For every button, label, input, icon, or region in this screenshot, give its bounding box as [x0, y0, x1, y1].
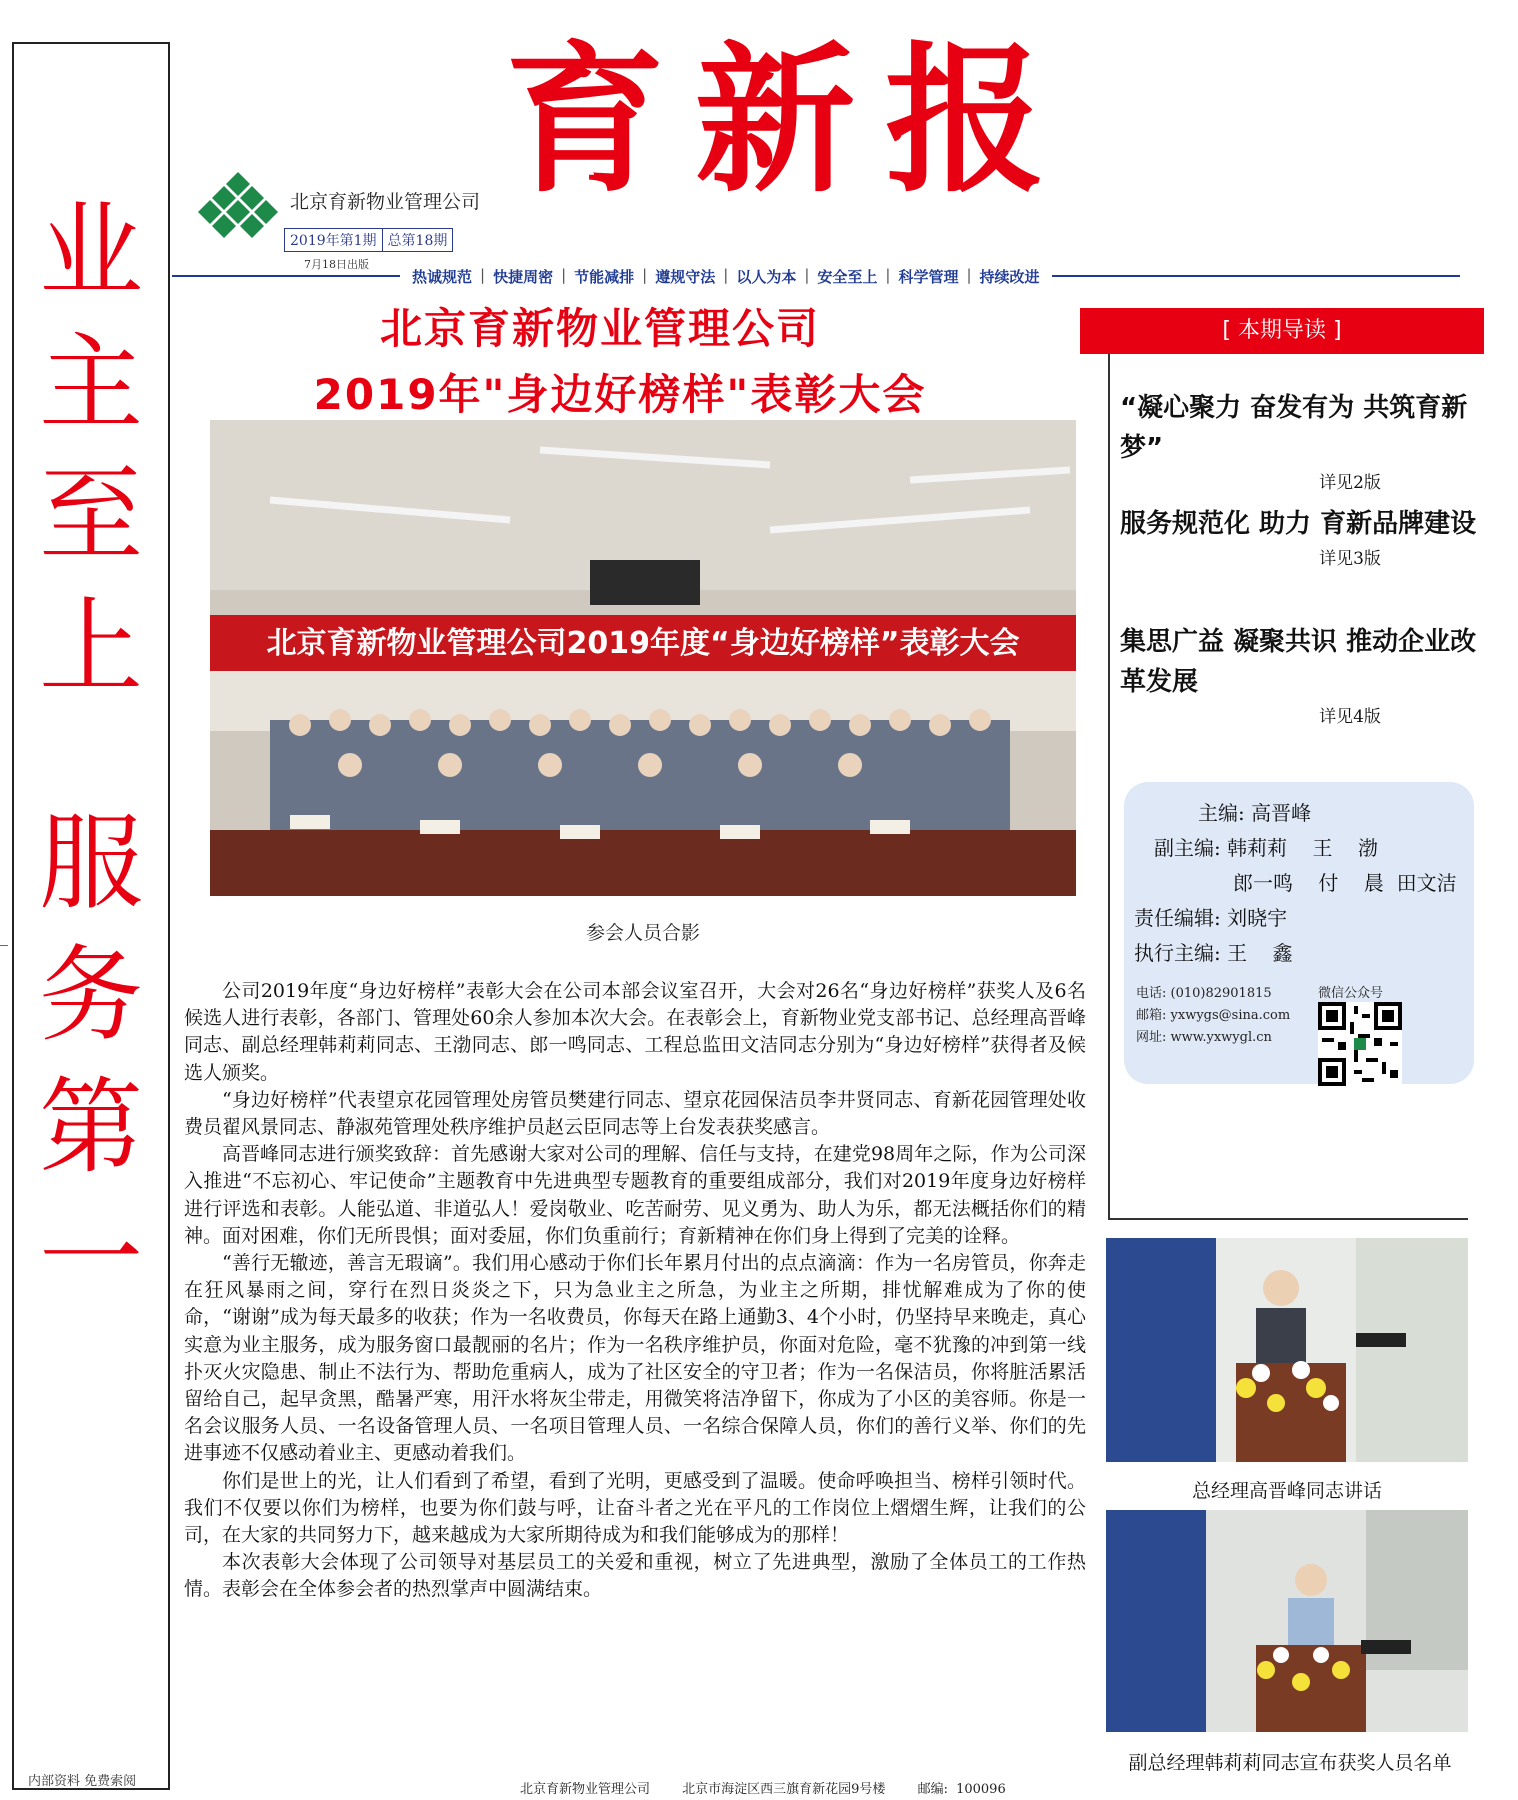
- slogan-char: 一: [38, 1198, 143, 1320]
- footer-address: 北京市海淀区西三旗育新花园9号楼: [682, 1782, 886, 1797]
- total-issue-number: 总第18期: [382, 229, 453, 251]
- group-photo-caption: 参会人员合影: [585, 922, 700, 944]
- editor-executive: 执行主编: 王 鑫: [1134, 941, 1293, 965]
- contact-phone: 电话: (010)82901815: [1136, 986, 1272, 1001]
- motto-item: 快捷周密: [493, 268, 554, 286]
- preview-header: [ 本期导读 ]: [1080, 308, 1484, 354]
- preview-item[interactable]: [1120, 622, 1480, 727]
- article-paragraph: 本次表彰大会体现了公司领导对基层员工的关爱和重视，树立了先进典型，激励了全体员工的工作热情。表彰会在全体参会者的热烈掌声中圆满结束。: [184, 1551, 1086, 1601]
- article-paragraph: “身边好榜样”代表望京花园管理处房管员樊建行同志、望京花园保洁员李井贤同志、育新花园管理处收费员翟风景同志、静淑苑管理处秩序维护员赵云臣同志等上台发表获奖感言。: [184, 1088, 1086, 1139]
- preview-item-page: 详见4版: [1319, 707, 1381, 727]
- slogan-char: 至: [38, 454, 143, 576]
- side-photo-speech-image: [1106, 1238, 1468, 1462]
- preview-border-bottom: [1108, 1218, 1468, 1220]
- slogan-char: 第: [38, 1066, 143, 1188]
- motto-item: 热诚规范: [412, 268, 473, 286]
- article-paragraph: 公司2019年度“身边好榜样”表彰大会在公司本部会议室召开，大会对26名“身边好榜样”获奖人及6名候选人进行表彰，各部门、管理处60余人参加本次大会。在表彰会上，育新物业党支部书记、总经理高晋峰同志、副总经理韩莉莉同志、王渤同志、郎一鸣同志、工程总监田文洁同志分别为“身边好榜样”获得者及候选人颁奖。: [184, 980, 1086, 1084]
- preview-item-page: 详见3版: [1319, 549, 1381, 569]
- article-paragraph: 你们是世上的光，让人们看到了希望，看到了光明，更感受到了温暖。使命呼唤担当、榜样引领时代。我们不仅要以你们为榜样，也要为你们鼓与呼，让奋斗者之光在平凡的工作岗位上熠熠生辉，让我们的公司，在大家的共同努力下，越来越成为大家所期待成为和我们能够成为的那样！: [184, 1469, 1086, 1547]
- qr-code-icon[interactable]: [1318, 1002, 1402, 1086]
- headline-line-2: 2019年"身边好榜样"表彰大会: [313, 370, 927, 419]
- preview-item-page: 详见2版: [1319, 473, 1381, 493]
- slogan-char: 主: [38, 322, 143, 444]
- preview-item[interactable]: [1120, 388, 1480, 493]
- editor-deputy-2: 郎一鸣 付 晨 田文洁: [1233, 871, 1457, 895]
- side-photo-caption: 总经理高晋峰同志讲话: [1191, 1480, 1382, 1502]
- preview-item-title: “凝心聚力 奋发有为 共筑育新梦”: [1120, 393, 1468, 463]
- article-paragraph: 高晋峰同志进行颁奖致辞：首先感谢大家对公司的理解、信任与支持，在建党98周年之际，作为公司深入推进“不忘初心、牢记使命”主题教育中先进典型专题教育的重要组成部分，我们对2019年度身边好榜样进行评选和表彰。人能弘道、非道弘人！爱岗敬业、吃苦耐劳、见义勇为、助人为乐，都无法概括你们的精神。面对困难，你们无所畏惧；面对委屈，你们负重前行；育新精神在你们身上得到了完美的诠释。: [184, 1143, 1086, 1247]
- issue-number: 2019年第1期: [290, 233, 377, 249]
- preview-item[interactable]: [1120, 504, 1480, 569]
- article-paragraph: “善行无辙迹，善言无瑕谪”。我们用心感动于你们长年累月付出的点点滴滴：作为一名房管员，你奔走在狂风暴雨之间，穿行在烈日炎炎之下，只为急业主之所急，为业主之所期，排忧解难成为了你的使命，“谢谢”成为每天最多的收获；作为一名收费员，你每天在路上通勤3、4个小时，仍坚持早来晚走，真心实意为业主服务，成为服务窗口最靓丽的名片；作为一名秩序维护员，你面对危险，毫不犹豫的冲到第一线扑灭火灾隐患、制止不法行为、帮助危重病人，成为了社区安全的守卫者；作为一名保洁员，你将脏活累活留给自己，起早贪黑，酷暑严寒，用汗水将灰尘带走，用微笑将洁净留下，你成为了小区的美容师。你是一名会议服务人员、一名设备管理人员、一名项目管理人员、一名综合保障人员，你们的善行义举、你们的先进事迹不仅感动着业主、更感动着我们。: [184, 1252, 1086, 1465]
- footer-company: 北京育新物业管理公司: [520, 1782, 651, 1797]
- slogan-char: 务: [38, 934, 143, 1056]
- group-photo: [210, 420, 1076, 896]
- slogan-char: 上: [38, 586, 143, 708]
- motto-item: 节能减排: [574, 268, 635, 286]
- side-photo-announcement: [1106, 1510, 1468, 1732]
- slogan-char: 业: [38, 190, 143, 312]
- side-photo-caption: 副总经理韩莉莉同志宣布获奖人员名单: [1128, 1752, 1452, 1774]
- company-logo-icon: [198, 170, 278, 242]
- editor-chief: 主编: 高晋峰: [1198, 801, 1312, 825]
- motto-item: 以人为本: [736, 268, 797, 286]
- motto-item: 安全至上: [817, 268, 878, 286]
- motto-bar: 热诚规范 | 快捷周密 | 节能减排 | 遵规守法 | 以人为本 | 安全至上 | 科学管理 | 持续改进: [400, 266, 1052, 287]
- motto-item: 遵规守法: [655, 268, 716, 286]
- group-photo-image: [210, 420, 1076, 896]
- side-photo-announcement-image: [1106, 1510, 1468, 1732]
- banner-text: 北京育新物业管理公司2019年度“身边好榜样”表彰大会: [266, 626, 1020, 661]
- preview-item-title: 服务规范化 助力 育新品牌建设: [1120, 509, 1477, 539]
- wechat-label: 微信公众号: [1318, 986, 1384, 1001]
- editor-responsible: 责任编辑: 刘晓宇: [1134, 906, 1288, 930]
- footer-left-note: 内部资料 免费索阅: [28, 1774, 137, 1789]
- newspaper-title: 育新报: [504, 26, 1075, 214]
- slogan-char: 服: [38, 802, 143, 924]
- headline-line-1: 北京育新物业管理公司: [379, 304, 820, 353]
- margin-tick: [0, 945, 8, 946]
- company-name-small: 北京育新物业管理公司: [290, 191, 481, 213]
- motto-item: 科学管理: [898, 268, 959, 286]
- slogan-column: [12, 185, 170, 1325]
- editor-deputy: 副主编: 韩莉莉 王 渤: [1154, 836, 1378, 860]
- footer: [520, 1778, 1030, 1797]
- contact-email: 邮箱: yxwygs@sina.com: [1136, 1008, 1291, 1023]
- footer-postcode: 邮编: 100096: [917, 1782, 1006, 1797]
- contact-website: 网址: www.yxwygl.cn: [1136, 1030, 1272, 1045]
- issue-box: [284, 228, 453, 252]
- side-photo-speech: [1106, 1238, 1468, 1462]
- motto-item: 持续改进: [979, 268, 1040, 286]
- article-body: [184, 978, 1086, 1604]
- preview-border-left: [1108, 348, 1110, 1220]
- preview-item-title: 集思广益 凝聚共识 推动企业改革发展: [1120, 627, 1477, 697]
- issue-date: 7月18日出版: [304, 258, 369, 271]
